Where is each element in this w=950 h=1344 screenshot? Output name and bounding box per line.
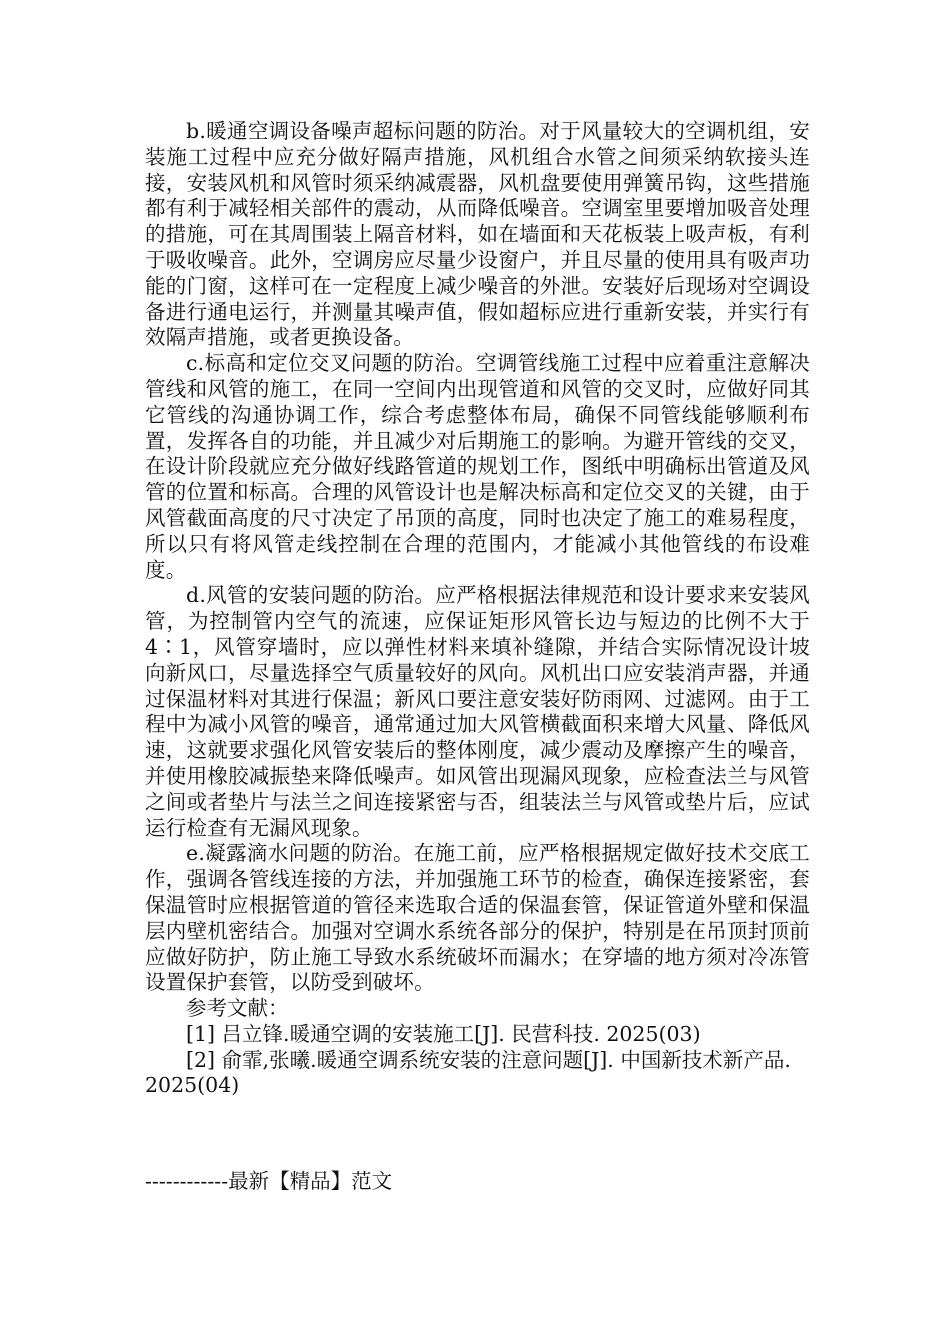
reference-item-2: [2] 俞霏,张曦.暖通空调系统安装的注意问题[J]. 中国新技术新产品. 2025(04) [145,1047,791,1098]
document-body [145,119,810,1099]
paragraph-duct-installation: d.风管的安装问题的防治。应严格根据法律规范和设计要求来安装风管，为控制管内空气的流速，应保证矩形风管长边与短边的比例不大于4∶1，风管穿墙时，应以弹性材料来填补缝隙，并结合实际情况设计坡向新风口，尽量选择空气质量较好的风向。风机出口应安装消声器，并通过保温材料对其进行保温；新风口要注意安装好防雨网、过滤网。由于工程中为减小风管的噪音，通常通过加大风管横截面积来增大风量、降低风速，这就要求强化风管安装后的整体刚度，减少震动及摩擦产生的噪音，并使用橡胶减振垫来降低噪声。如风管出现漏风现象，应检查法兰与风管之间或者垫片与法兰之间连接紧密与否，组装法兰与风管或垫片后，应试运行检查有无漏风现象。 [145,583,810,840]
paragraph-noise-control: b.暖通空调设备噪声超标问题的防治。对于风量较大的空调机组，安装施工过程中应充分做好隔声措施，风机组合水管之间须采纳软接头连接，安装风机和风管时须采纳减震器，风机盘要使用弹簧吊钩，这些措施都有利于减轻相关部件的震动，从而降低噪音。空调室里要增加吸音处理的措施，可在其周围装上隔音材料，如在墙面和天花板装上吸声板，有利于吸收噪音。此外，空调房应尽量少设窗户，并且尽量的使用具有吸声功能的门窗，这样可在一定程度上减少噪音的外泄。安装好后现场对空调设备进行通电运行，并测量其噪声值，假如超标应进行重新安装，并实行有效隔声措施，或者更换设备。 [145,119,810,350]
references-heading: 参考文献： [186,996,289,1021]
paragraph-elevation-crossing: c.标高和定位交叉问题的防治。空调管线施工过程中应着重注意解决管线和风管的施工，在同一空间内出现管道和风管的交叉时，应做好同其它管线的沟通协调工作，综合考虑整体布局，确保不同管线能够顺利布置，发挥各自的功能，并且减少对后期施工的影响。为避开管线的交叉，在设计阶段就应充分做好线路管道的规划工作，图纸中明确标出管道及风管的位置和标高。合理的风管设计也是解决标高和定位交叉的关键，由于风管截面高度的尺寸决定了吊顶的高度，同时也决定了施工的难易程度，所以只有将风管走线控制在合理的范围内，才能减小其他管线的布设难度。 [145,351,810,582]
reference-item-1: [1] 吕立锋.暖通空调的安装施工[J]. 民营科技. 2025(03) [186,1021,701,1046]
paragraph-condensation: e.凝露滴水问题的防治。在施工前，应严格根据规定做好技术交底工作，强调各管线连接的方法，并加强施工环节的检查，确保连接紧密，套保温管时应根据管道的管径来选取合适的保温套管，保证管道外壁和保温层内壁机密结合。加强对空调水系统各部分的保护，特别是在吊顶封顶前应做好防护，防止施工导致水系统破坏而漏水；在穿墙的地方须对冷冻管设置保护套管，以防受到破坏。 [145,841,810,995]
footer-tagline: ------------最新【精品】范文 [145,1169,393,1193]
